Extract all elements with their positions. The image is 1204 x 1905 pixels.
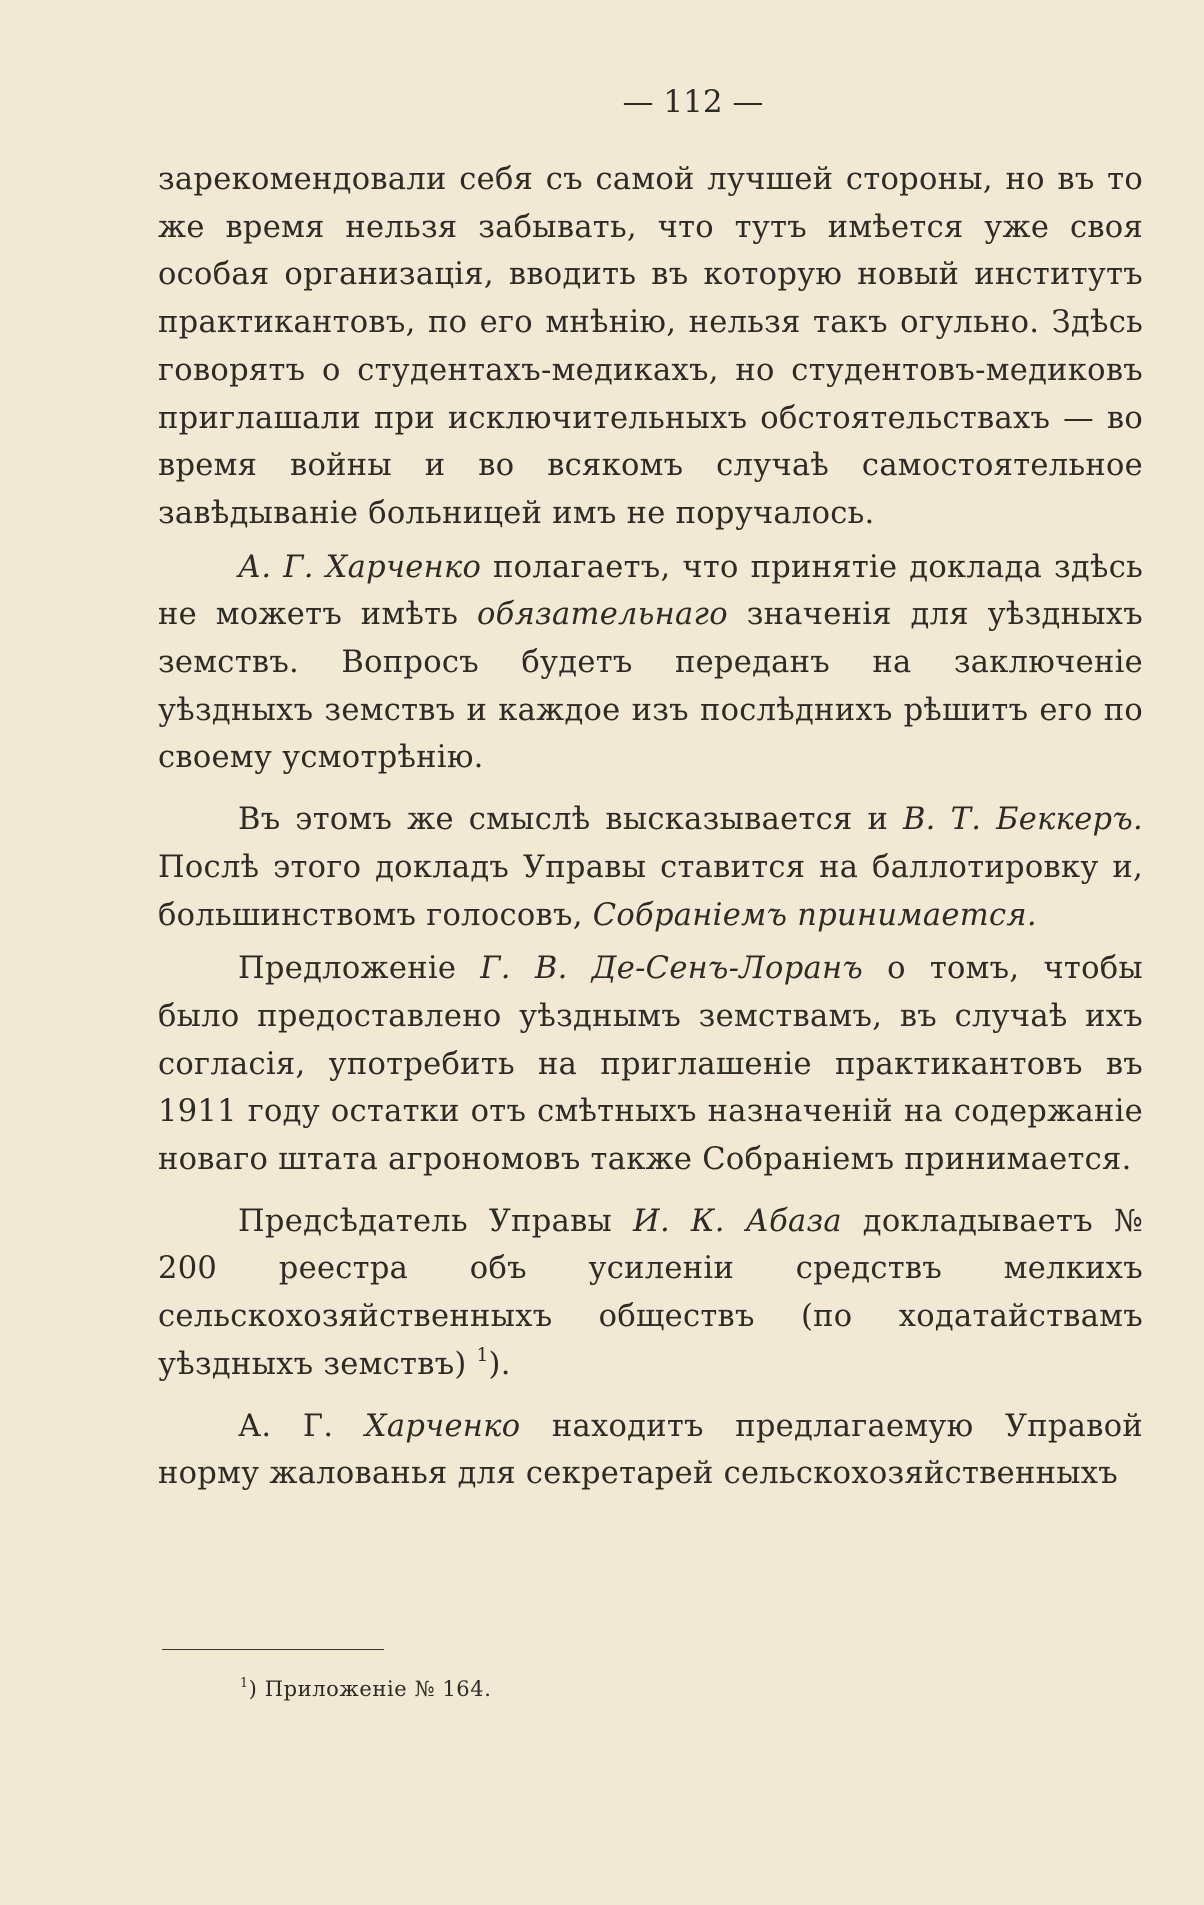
footnote bbox=[240, 1677, 492, 1701]
paragraph-1: зарекомендовали себя съ самой лучшей стороны, но въ то же время нельзя забывать, что тутъ имѣется уже своя особая организація, вводить въ которую новый институтъ практикантовъ, по его мнѣнію, нельзя такъ огульно. Здѣсь говорятъ о студентахъ-медикахъ, но студентовъ-медиковъ приглашали при исключительныхъ обстоятельствахъ — во время войны и во всякомъ случаѣ самостоятельное завѣдываніе больницей имъ не поручалось. bbox=[158, 162, 1143, 531]
emphasis: Собраніемъ принимается. bbox=[592, 897, 1037, 933]
paragraph-text: ). bbox=[488, 1346, 511, 1382]
paragraph-text: Предложеніе bbox=[238, 951, 481, 987]
footnote-divider bbox=[162, 1649, 384, 1650]
speaker-name: А. Г. Харченко bbox=[238, 549, 482, 585]
footnote-reference: 1 bbox=[476, 1345, 489, 1367]
paragraph-text: докладываетъ № 200 реестра объ усиленіи средствъ мелкихъ сельскохозяйственныхъ обществъ (по ходатайствамъ уѣздныхъ земствъ) bbox=[158, 1203, 1143, 1382]
speaker-name: Харченко bbox=[364, 1408, 521, 1444]
paragraph-text: Послѣ этого докладъ Управы ставится на баллотировку и, большинствомъ голосовъ, bbox=[158, 849, 1143, 933]
paragraph-5 bbox=[158, 1198, 1143, 1389]
paragraph-text: полагаетъ, что принятіе доклада здѣсь не можетъ имѣть bbox=[158, 549, 1143, 633]
page-number: — 112 — bbox=[622, 84, 764, 120]
footnote-text: ) Приложеніе № 164. bbox=[248, 1677, 492, 1701]
paragraph-text: находитъ предлагаемую Управой норму жалованья для секретарей сельскохозяйственныхъ bbox=[158, 1408, 1144, 1492]
paragraph-2 bbox=[158, 544, 1143, 783]
paragraph-text: Въ этомъ же смыслѣ высказывается и bbox=[238, 802, 903, 838]
footnote-marker: 1 bbox=[240, 1675, 249, 1691]
paragraph-text: Предсѣдатель Управы bbox=[238, 1203, 634, 1239]
paragraph-text: о томъ, чтобы было предоставлено уѣзднымъ земствамъ, въ случаѣ ихъ согласія, употребить на приглашеніе практикантовъ въ 1911 году остатки отъ смѣтныхъ назначеній на содержаніе новаго штата агрономовъ также Собраніемъ принимается. bbox=[158, 951, 1143, 1178]
paragraph-3 bbox=[158, 796, 1143, 939]
paragraph-6 bbox=[158, 1403, 1143, 1498]
speaker-name: В. Т. Беккеръ. bbox=[902, 802, 1143, 838]
paragraph-4 bbox=[158, 945, 1143, 1184]
speaker-name: И. К. Абаза bbox=[633, 1203, 842, 1239]
emphasis: обязательнаго bbox=[476, 597, 728, 633]
paragraph-text: значенія для уѣздныхъ земствъ. Вопросъ будетъ переданъ на заключеніе уѣздныхъ земствъ и каждое изъ послѣднихъ рѣшитъ его по своему усмотрѣнію. bbox=[158, 597, 1143, 776]
speaker-name: Г. В. Де-Сенъ-Лоранъ bbox=[480, 951, 864, 987]
speaker-initials: А. Г. bbox=[238, 1408, 365, 1444]
page-body bbox=[158, 156, 1143, 1498]
